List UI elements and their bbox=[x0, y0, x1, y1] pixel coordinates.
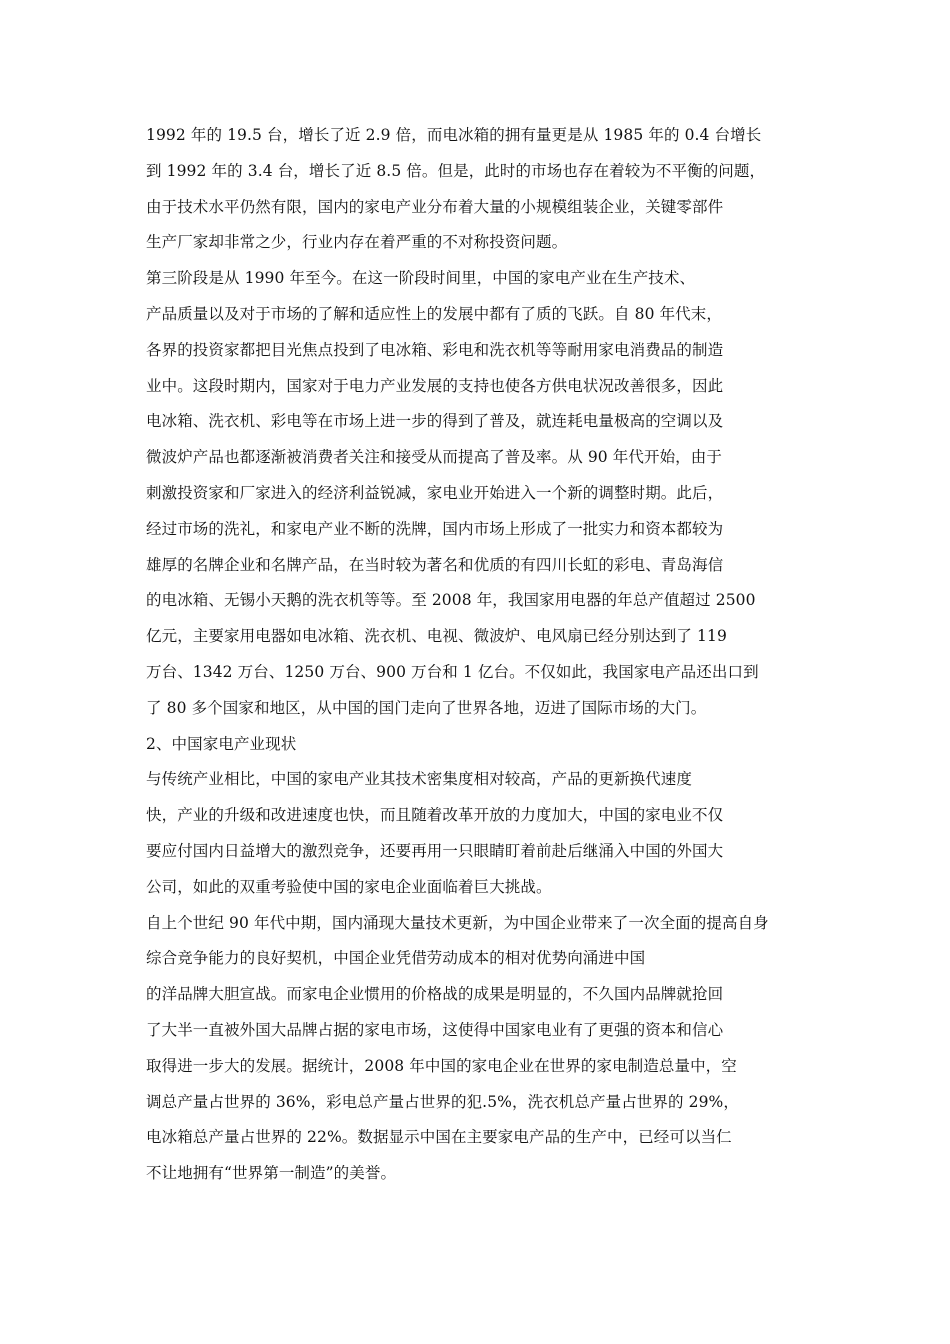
text-line: 产品质量以及对于市场的了解和适应性上的发展中都有了质的飞跃。自 80 年代末， bbox=[146, 304, 722, 323]
text-line: 要应付国内日益增大的激烈竞争，还要再用一只眼睛盯着前赴后继涌入中国的外国大 bbox=[146, 841, 724, 860]
text-line: 刺激投资家和厂家进入的经济利益锐减，家电业开始进入一个新的调整时期。此后， bbox=[146, 483, 724, 502]
text-line: 由于技术水平仍然有限，国内的家电产业分布着大量的小规模组装企业，关键零部件 bbox=[146, 197, 724, 216]
text-line: 了大半一直被外国大品牌占据的家电市场，这使得中国家电业有了更强的资本和信心 bbox=[146, 1020, 724, 1039]
text-line: 综合竞争能力的良好契机，中国企业凭借劳动成本的相对优势向涌进中国 bbox=[146, 949, 646, 968]
text-line: 第三阶段是从 1990 年至今。在这一阶段时间里，中国的家电产业在生产技术、 bbox=[146, 269, 696, 288]
text-line: 与传统产业相比，中国的家电产业其技术密集度相对较高，产品的更新换代速度 bbox=[146, 770, 693, 789]
text-line: 调总产量占世界的 36%，彩电总产量占世界的犯.5%，洗衣机总产量占世界的 29%， bbox=[146, 1092, 739, 1111]
text-line: 雄厚的名牌企业和名牌产品，在当时较为著名和优质的有四川长虹的彩电、青岛海信 bbox=[146, 555, 724, 574]
text-line: 1992 年的 19.5 台，增长了近 2.9 倍，而电冰箱的拥有量更是从 1985 年的 0.4 台增长 bbox=[146, 126, 762, 144]
text-line: 亿元，主要家用电器如电冰箱、洗衣机、电视、微波炉、电风扇已经分别达到了 119 bbox=[146, 627, 727, 646]
text-line: 了 80 多个国家和地区，从中国的国门走向了世界各地，迈进了国际市场的大门。 bbox=[146, 698, 707, 717]
text-line: 的电冰箱、无锡小天鹅的洗衣机等等。至 2008 年，我国家用电器的年总产值超过 2500 bbox=[146, 591, 756, 610]
text-line: 快，产业的升级和改进速度也快，而且随着改革开放的力度加大，中国的家电业不仅 bbox=[146, 806, 724, 825]
text-line: 到 1992 年的 3.4 台，增长了近 8.5 倍。但是，此时的市场也存在着较为不平衡的问题， bbox=[146, 161, 766, 180]
text-line: 业中。这段时期内，国家对于电力产业发展的支持也使各方供电状况改善很多，因此 bbox=[146, 376, 724, 395]
text-line: 公司，如此的双重考验使中国的家电企业面临着巨大挑战。 bbox=[146, 877, 552, 896]
text-line: 微波炉产品也都逐渐被消费者关注和接受从而提高了普及率。从 90 年代开始，由于 bbox=[146, 448, 722, 467]
text-line: 万台、1342 万台、1250 万台、900 万台和 1 亿台。不仅如此，我国家电产品还出口到 bbox=[146, 662, 759, 681]
text-line: 生产厂家却非常之少，行业内存在着严重的不对称投资问题。 bbox=[146, 233, 568, 252]
text-line: 电冰箱、洗衣机、彩电等在市场上进一步的得到了普及，就连耗电量极高的空调以及 bbox=[146, 412, 724, 431]
text-line: 电冰箱总产量占世界的 22%。数据显示中国在主要家电产品的生产中，已经可以当仁 bbox=[146, 1128, 732, 1147]
text-line: 经过市场的洗礼，和家电产业不断的洗牌，国内市场上形成了一批实力和资本都较为 bbox=[146, 519, 724, 538]
text-line: 自上个世纪 90 年代中期，国内涌现大量技术更新，为中国企业带来了一次全面的提高自身 bbox=[146, 913, 769, 932]
body-text bbox=[146, 118, 826, 1192]
text-line: 各界的投资家都把目光焦点投到了电冰箱、彩电和洗衣机等等耐用家电消费品的制造 bbox=[146, 340, 724, 359]
text-line: 不让地拥有“世界第一制造”的美誉。 bbox=[146, 1164, 397, 1183]
section-heading: 2、中国家电产业现状 bbox=[146, 734, 297, 753]
text-line: 的洋品牌大胆宣战。而家电企业惯用的价格战的成果是明显的，不久国内品牌就抢回 bbox=[146, 985, 724, 1004]
text-line: 取得进一步大的发展。据统计，2008 年中国的家电企业在世界的家电制造总量中，空 bbox=[146, 1056, 737, 1075]
